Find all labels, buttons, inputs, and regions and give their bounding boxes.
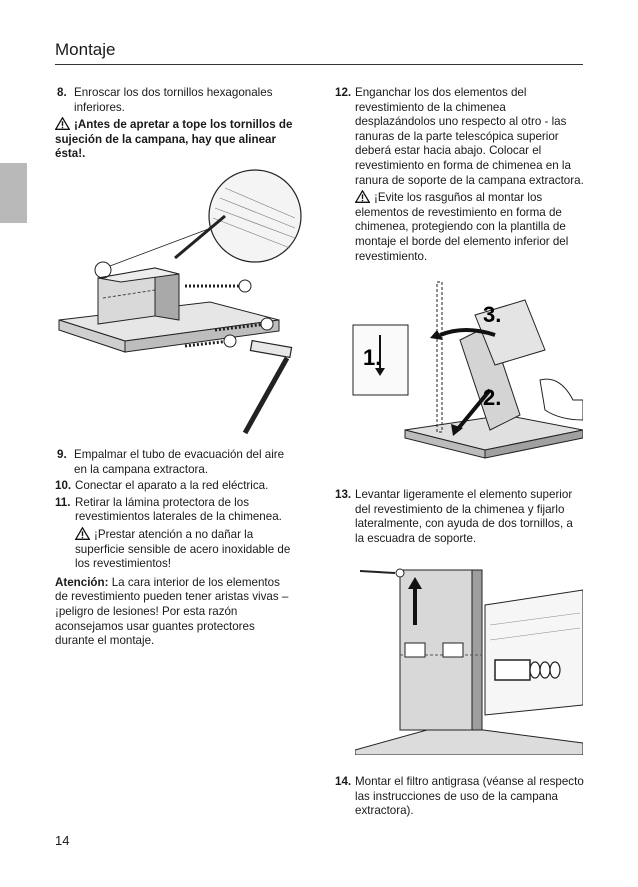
warning-note <box>335 190 585 264</box>
warning-text: ¡Antes de apretar a tope los tornillos de sujeción de la campana, hay que alinear ésta!. <box>55 118 293 161</box>
step-number: 14. <box>335 775 352 788</box>
left-column-bottom <box>55 448 295 649</box>
step-text: Empalmar el tubo de evacuación del aire en la campana extractora. <box>74 448 285 476</box>
header-divider <box>55 64 583 65</box>
page-number: 14 <box>55 833 70 848</box>
step-text: Enroscar los dos tornillos hexagonales inferiores. <box>74 86 273 114</box>
step-number: 11. <box>55 495 71 509</box>
warning-text: ¡Evite los rasguños al montar los elementos de revestimiento en forma de chimenea, protegiendo con la plantilla de montaje el borde del elemento inferior del revestimiento. <box>355 191 569 263</box>
step-text: Enganchar los dos elementos del revestimiento de la chimenea desplazándolos uno respecto al otro - las ranuras de la parte telescópica superior deberá estar hacia abajo. Colocar el revestimiento en forma de chimenea en la ranura de soporte de la campana extractora. <box>355 86 584 187</box>
step-text: Retirar la lámina protectora de los revestimientos laterales de la chimenea. <box>75 495 282 524</box>
step-13 <box>335 488 585 546</box>
illustration-chimney-fixing <box>355 565 583 755</box>
warning-icon <box>75 527 90 540</box>
step-text: Levantar ligeramente el elemento superior del revestimiento de la chimenea y fijarlo lateralmente, con ayuda de dos tornillos, a la escuadra de soporte. <box>355 488 573 545</box>
figure-label-1: 1. <box>363 345 382 370</box>
warning-note <box>55 527 295 572</box>
step-number: 8. <box>57 86 67 99</box>
warning-text: ¡Prestar atención a no dañar la superficie sensible de acero inoxidable de los revestimientos! <box>75 527 291 571</box>
attention-text: La cara interior de los elementos de revestimiento pueden tener aristas vivas – ¡peligro de lesiones! Por esta razón aconsejamos usar guantes protectores durante el montaje. <box>55 575 289 648</box>
attention-note <box>55 576 295 649</box>
step-number: 13. <box>335 488 352 501</box>
step-number: 9. <box>57 448 67 461</box>
illustration-hood-screws <box>55 168 313 443</box>
step-number: 10. <box>55 479 72 493</box>
warning-note <box>55 117 295 162</box>
step-12 <box>335 86 585 188</box>
right-column-top <box>335 86 585 268</box>
step-number: 12. <box>335 86 352 99</box>
right-column-middle <box>335 488 585 548</box>
step-text: Montar el filtro antigrasa (véanse al respecto las instrucciones de uso de la campana extractora). <box>355 775 584 818</box>
right-column-bottom <box>335 775 585 821</box>
step-10 <box>55 479 295 494</box>
step-text: Conectar el aparato a la red eléctrica. <box>75 479 269 493</box>
left-column-top <box>55 86 295 166</box>
step-11 <box>55 496 295 525</box>
page-title: Montaje <box>55 40 116 59</box>
attention-label: Atención: <box>55 575 109 589</box>
step-9 <box>55 448 295 477</box>
step-14 <box>335 775 585 819</box>
section-tab-marker <box>0 163 27 223</box>
warning-icon <box>55 117 70 130</box>
warning-icon <box>355 190 370 203</box>
figure-label-2: 2. <box>483 385 502 410</box>
figure-label-3: 3. <box>483 302 502 327</box>
step-8 <box>55 86 295 115</box>
illustration-chimney-assembly <box>345 280 583 460</box>
